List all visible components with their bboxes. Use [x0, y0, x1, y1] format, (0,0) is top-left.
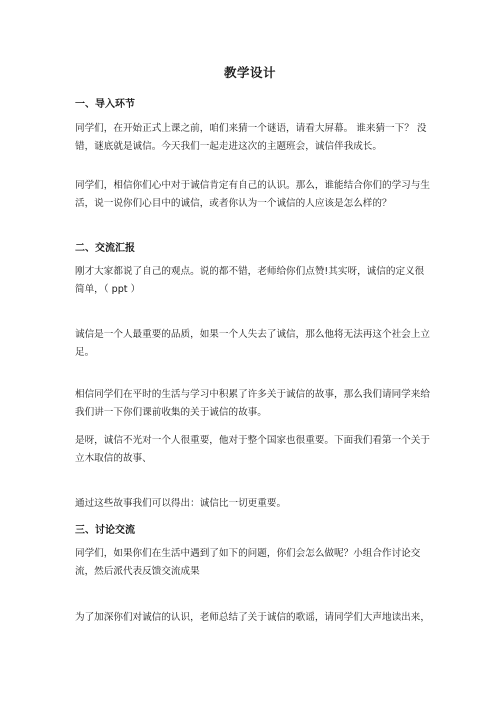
section-heading-discussion: 三、讨论交流	[75, 525, 135, 536]
section-heading-report: 二、交流汇报	[75, 243, 135, 254]
paragraph: 为了加深你们对诚信的认识，老师总结了关于诚信的歌谣，请同学们大声地读出来，	[75, 612, 430, 623]
paragraph: 是呀，诚信不光对一个人很重要，他对于整个国家也很重要。下面我们看第一个关于立木取信的故事、	[75, 435, 430, 464]
paragraph: 同学们，相信你们心中对于诚信肯定有自己的认识。那么，谁能结合你们的学习与生活，说一说你们心目中的诚信，或者你认为一个诚信的人应该是怎么样的？	[75, 180, 430, 209]
paragraph: 刚才大家都说了自己的观点。说的都不错，老师给你们点赞!其实呀，诚信的定义很简单，（ ppt ）	[75, 266, 425, 295]
paragraph: 同学们，在开始正式上课之前，咱们来猜一个谜语，请看大屏幕。 谁来猜一下？ 没错，谜底就是诚信。今天我们一起走进这次的主题班会，诚信伴我成长。	[75, 123, 427, 152]
paragraph: 诚信是一个人最重要的品质，如果一个人失去了诚信，那么他将无法再这个社会上立足。	[75, 329, 430, 358]
section-heading-intro: 一、导入环节	[75, 99, 135, 110]
paragraph: 通过这些故事我们可以得出：诚信比一切更重要。	[75, 498, 287, 509]
paragraph: 同学们，如果你们在生活中遇到了如下的问题，你们会怎么做呢？小组合作讨论交流，然后派代表反馈交流成果	[75, 548, 421, 577]
document-title: 教学设计	[223, 65, 276, 80]
paragraph: 相信同学们在平时的生活与学习中积累了许多关于诚信的故事，那么我们请同学来给我们讲一下你们课前收集的关于诚信的故事。	[75, 389, 430, 418]
